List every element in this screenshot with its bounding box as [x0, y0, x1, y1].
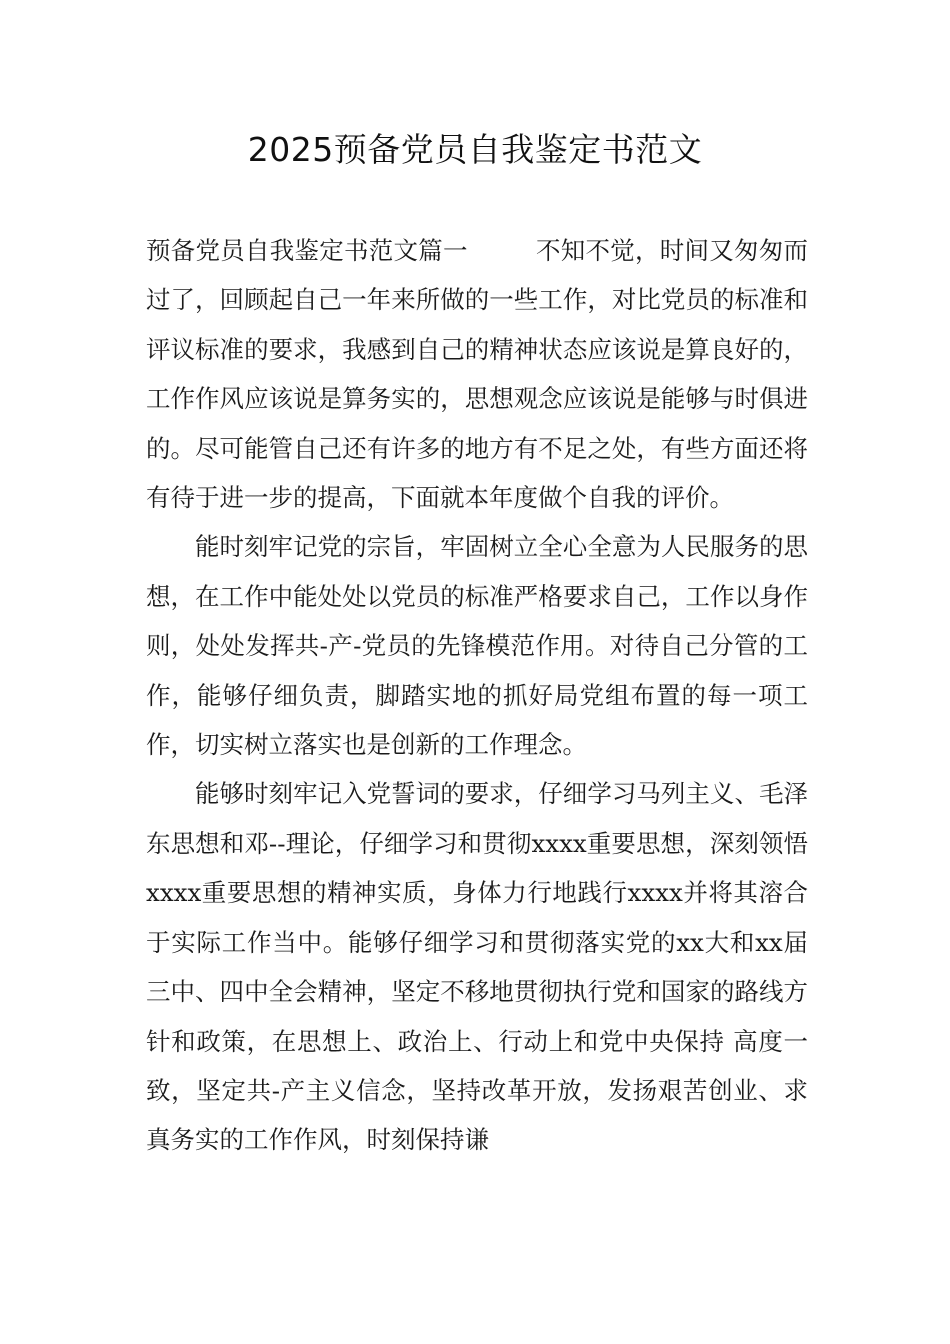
body-paragraph-1: 能时刻牢记党的宗旨，牢固树立全心全意为人民服务的思想，在工作中能处处以党员的标准严格要求自己，工作以身作则，处处发挥共-产-党员的先锋模范作用。对待自己分管的工作，能够仔细负责，脚踏实地的抓好局党组布置的每一项工作，切实树立落实也是创新的工作理念。	[146, 532, 808, 760]
document-body	[146, 226, 808, 1165]
document-title: 2025预备党员自我鉴定书范文	[247, 130, 703, 169]
body-paragraph-2: 能够时刻牢记入党誓词的要求，仔细学习马列主义、毛泽东思想和邓--理论，仔细学习和贯彻xxxx重要思想，深刻领悟xxxx重要思想的精神实质，身体力行地践行xxxx并将其溶合于实际工作当中。能够仔细学习和贯彻落实党的xx大和xx届三中、四中全会精神，坚定不移地贯彻执行党和国家的路线方针和政策，在思想上、政治上、行动上和党中央保持 高度一致，坚定共-产主义信念，坚持改革开放，发扬艰苦创业、求真务实的工作作风，时刻保持谦	[146, 779, 808, 1155]
intro-paragraph	[146, 226, 808, 522]
intro-text: 不知不觉，时间又匆匆而过了，回顾起自己一年来所做的一些工作，对比党员的标准和评议标准的要求，我感到自己的精神状态应该说是算良好的，工作作风应该说是算务实的，思想观念应该说是能够与时俱进的。尽可能管自己还有许多的地方有不足之处，有些方面还将有待于进一步的提高，下面就本年度做个自我的评价。	[146, 236, 808, 513]
intro-heading: 预备党员自我鉴定书范文篇一	[146, 236, 468, 265]
